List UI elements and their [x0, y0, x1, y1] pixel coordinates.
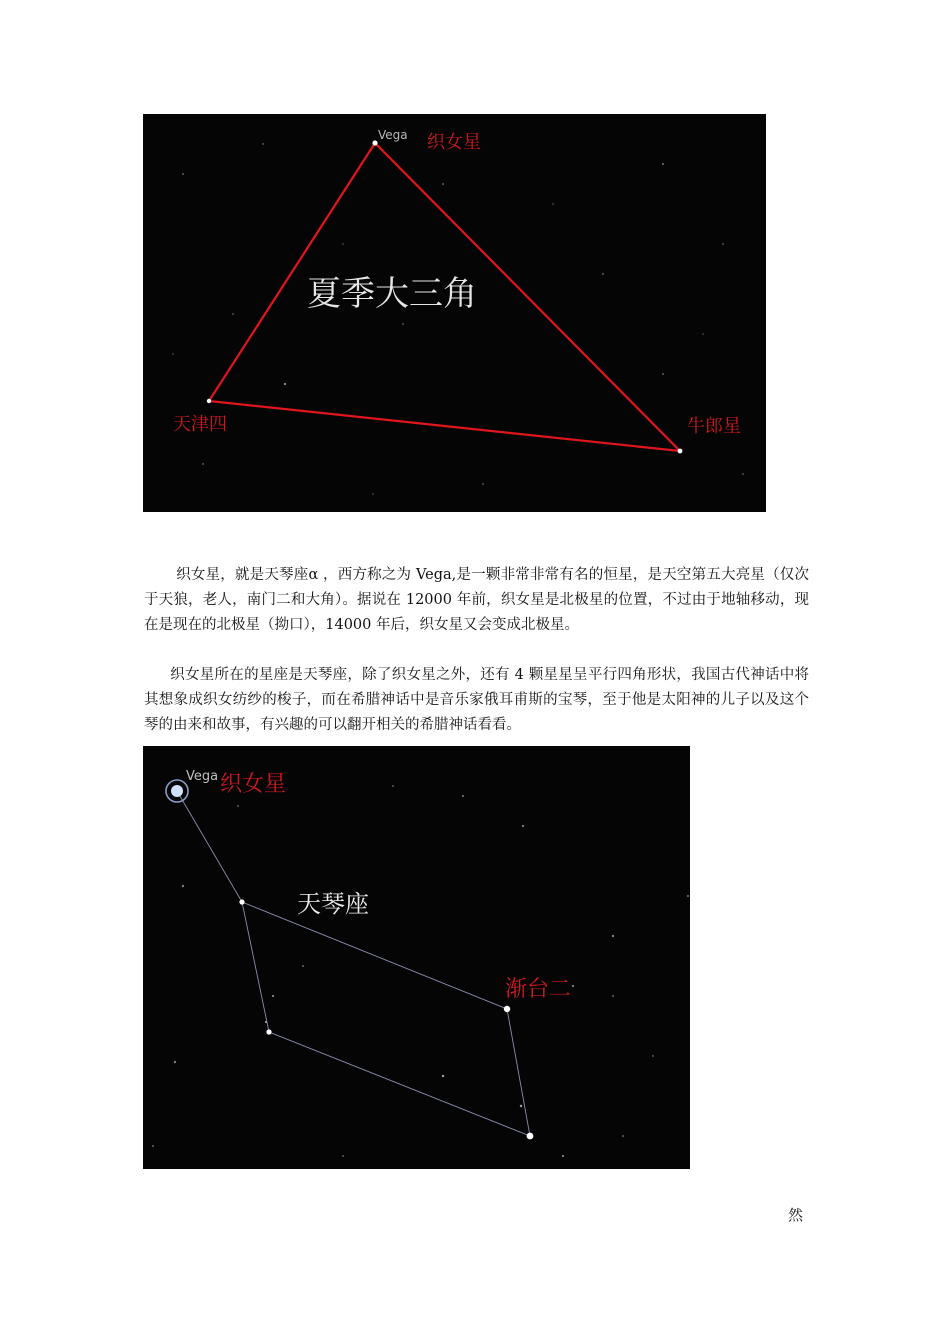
lyra-figure [143, 746, 690, 1169]
summer-triangle-svg [143, 114, 766, 512]
vega-label: Vega [186, 769, 219, 784]
deneb-cn-label: 天津四 [173, 414, 227, 435]
summer-triangle-figure [143, 114, 766, 512]
vega-cn-label: 织女星 [220, 772, 287, 797]
deneb-star [207, 399, 211, 403]
vega-star [372, 140, 377, 145]
summer-triangle-title: 夏季大三角 [307, 274, 477, 314]
trailing-character: 然 [788, 1206, 804, 1224]
sheliak-cn-label: 渐台二 [505, 977, 572, 1002]
paragraph-vega-text: 织女星，就是天琴座α ，西方称之为 Vega,是一颗非常非常有名的恒星，是天空第五大亮星（仅次于天狼，老人，南门二和大角）。据说在 12000 年前，织女星是北极星的位置，不过由于地轴移动，现在是现在的北极星（拗口），14000 年后，织女星又会变成北极星。 [144, 567, 809, 633]
vega-cn-label: 织女星 [427, 132, 481, 153]
paragraph-vega [144, 563, 809, 638]
lyra-star-1 [239, 899, 244, 904]
lyra-svg [143, 746, 690, 1169]
vega-label: Vega [378, 128, 408, 142]
altair-cn-label: 牛郎星 [687, 416, 741, 437]
paragraph-lyra [144, 663, 809, 738]
lyra-title: 天琴座 [297, 890, 369, 918]
altair-star [678, 449, 683, 454]
lyra-star-4 [266, 1029, 271, 1034]
vega-star [171, 785, 183, 797]
sheliak-star [504, 1006, 510, 1012]
paragraph-lyra-text: 织女星所在的星座是天琴座，除了织女星之外，还有 4 颗星星呈平行四角形状，我国古代神话中将其想象成织女纺纱的梭子，而在希腊神话中是音乐家俄耳甫斯的宝琴，至于他是太阳神的儿子以及这个琴的由来和故事，有兴趣的可以翻开相关的希腊神话看看。 [144, 667, 809, 733]
lyra-star-3 [527, 1133, 534, 1140]
